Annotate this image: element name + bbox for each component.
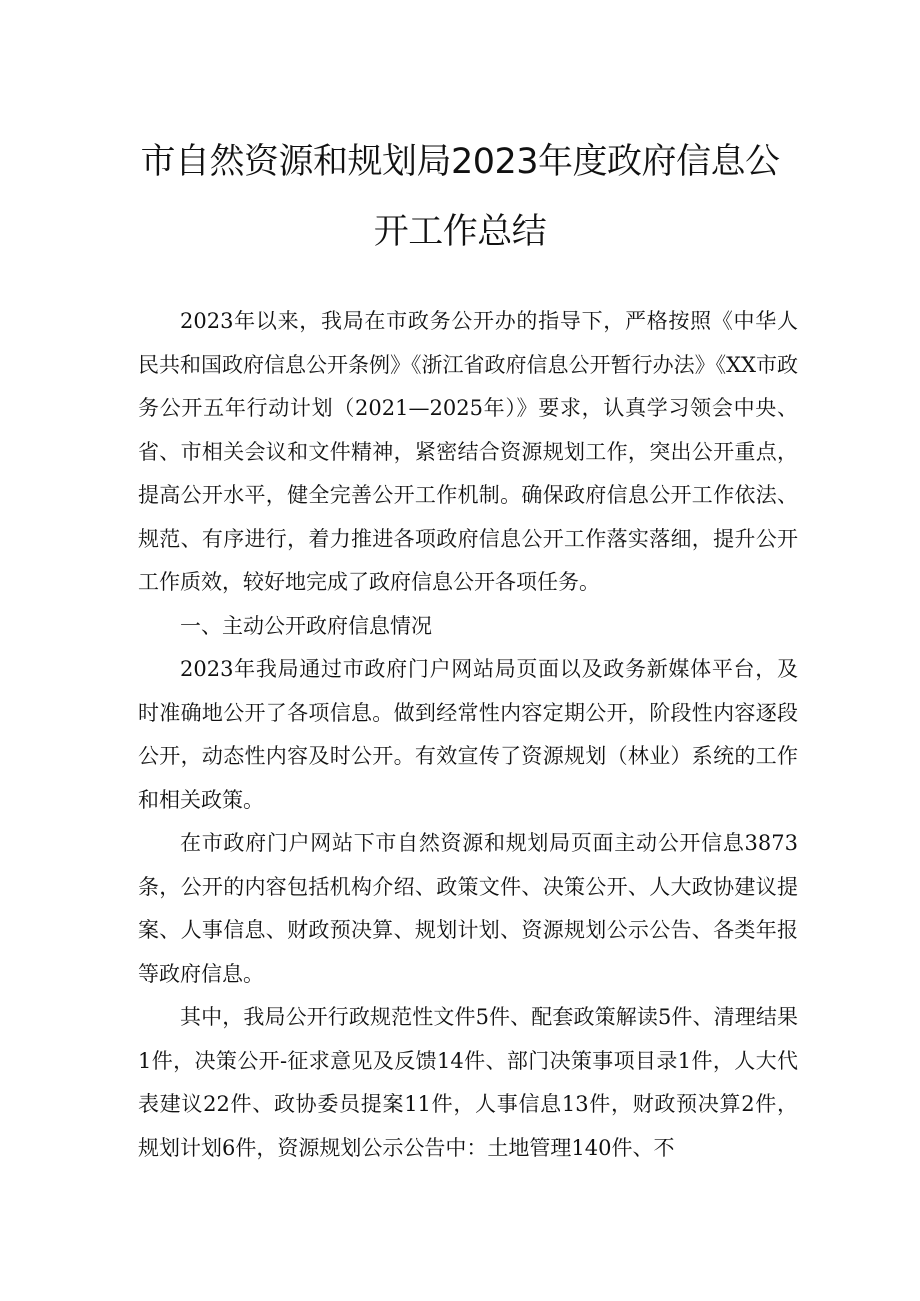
paragraph-details: 其中，我局公开行政规范性文件5件、配套政策解读5件、清理结果1件，决策公开-征求意见及反馈14件、部门决策事项目录1件，人大代表建议22件、政协委员提案11件，人事信息13件，财政预决算2件，规划计划6件，资源规划公示公告中：土地管理140件、不 bbox=[138, 1005, 798, 1160]
section-heading-1: 一、主动公开政府信息情况 bbox=[180, 613, 432, 638]
document-title-line-2: 开工作总结 bbox=[373, 212, 547, 252]
document-title-line-1: 市自然资源和规划局2023年度政府信息公 bbox=[140, 142, 780, 182]
document-body bbox=[138, 300, 798, 1170]
paragraph-overview: 2023年我局通过市政府门户网站局页面以及政务新媒体平台，及时准确地公开了各项信息。做到经常性内容定期公开，阶段性内容逐段公开，动态性内容及时公开。有效宣传了资源规划（林业）系统的工作和相关政策。 bbox=[138, 657, 798, 812]
paragraph-portal: 在市政府门户网站下市自然资源和规划局页面主动公开信息3873条，公开的内容包括机构介绍、政策文件、决策公开、人大政协建议提案、人事信息、财政预决算、规划计划、资源规划公示公告、各类年报等政府信息。 bbox=[138, 831, 798, 986]
paragraph-intro: 2023年以来，我局在市政务公开办的指导下，严格按照《中华人民共和国政府信息公开条例》《浙江省政府信息公开暂行办法》《XX市政务公开五年行动计划（2021—2025年）》要求，认真学习领会中央、省、市相关会议和文件精神，紧密结合资源规划工作，突出公开重点，提高公开水平，健全完善公开工作机制。确保政府信息公开工作依法、规范、有序进行，着力推进各项政府信息公开工作落实落细，提升公开工作质效，较好地完成了政府信息公开各项任务。 bbox=[138, 309, 798, 594]
